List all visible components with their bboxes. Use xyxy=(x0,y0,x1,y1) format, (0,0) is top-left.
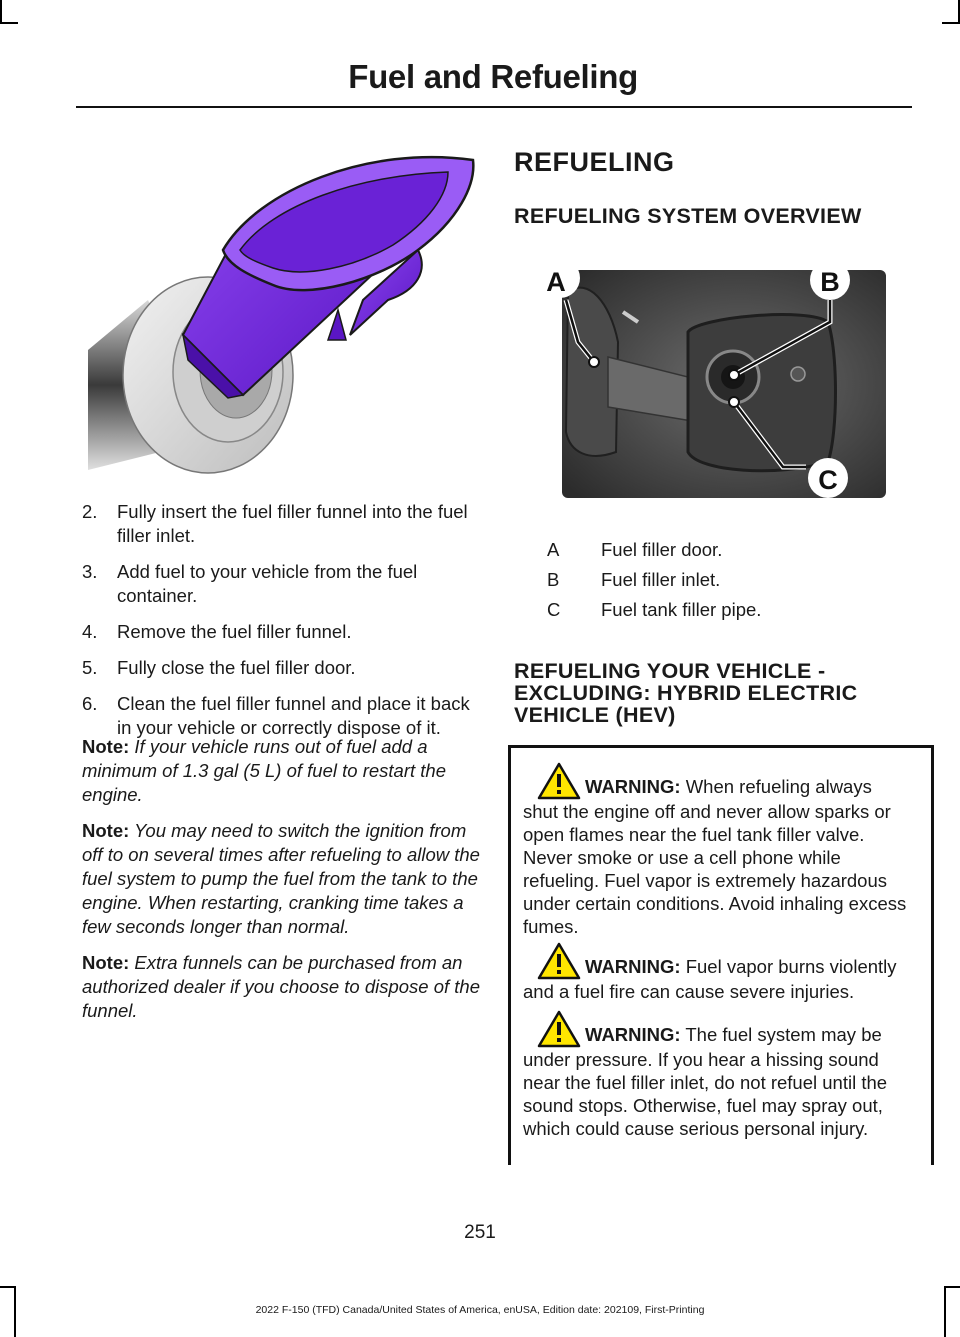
step-text: Remove the fuel filler funnel. xyxy=(117,621,352,642)
legend-row xyxy=(547,538,907,568)
notes-block xyxy=(82,735,480,1035)
note xyxy=(82,951,480,1023)
note-text: If your vehicle runs out of fuel add a minimum of 1.3 gal (5 L) of fuel to restart the engine. xyxy=(82,736,446,805)
warning-label: WARNING: xyxy=(585,1024,681,1045)
callout-a xyxy=(536,258,588,302)
fuel-filler-funnel-illustration xyxy=(88,150,478,480)
warning-item xyxy=(523,762,909,938)
refueling-vehicle-heading: REFUELING YOUR VEHICLE - EXCLUDING: HYBRID ELECTRIC VEHICLE (HEV) xyxy=(514,659,858,727)
crop-mark xyxy=(944,1286,960,1288)
step-number: 2. xyxy=(82,501,98,522)
crop-mark xyxy=(0,1286,16,1288)
warning-text: When refueling always shut the engine off and never allow sparks or open flames near the fuel tank filler valve. Never smoke or use a cell phone while refueling. Fuel vapor is extremely hazardous under certain conditions. Avoid inhaling excess fumes. xyxy=(523,776,907,937)
note-label: Note: xyxy=(82,736,130,757)
step-text: Add fuel to your vehicle from the fuel container. xyxy=(117,561,418,606)
legend-row xyxy=(547,568,907,598)
warning-item xyxy=(523,1010,909,1140)
step-number: 6. xyxy=(82,693,98,714)
legend-text: Fuel filler door. xyxy=(601,539,723,560)
step-text: Clean the fuel filler funnel and place it back in your vehicle or correctly dispose of it. xyxy=(117,693,470,738)
note xyxy=(82,819,480,939)
step-number: 4. xyxy=(82,621,98,642)
step-number: 5. xyxy=(82,657,98,678)
warning-text: Fuel vapor burns violently and a fuel fire can cause severe injuries. xyxy=(523,956,897,1002)
page-number: 251 xyxy=(464,1222,496,1243)
crop-mark xyxy=(0,0,2,22)
photo-legend xyxy=(547,538,907,628)
step-number: 3. xyxy=(82,561,98,582)
step-item xyxy=(82,620,480,644)
step-text: Fully close the fuel filler door. xyxy=(117,657,356,678)
warning-triangle-icon xyxy=(537,1010,581,1048)
note-label: Note: xyxy=(82,952,130,973)
legend-key: A xyxy=(547,539,560,560)
note xyxy=(82,735,480,807)
warning-triangle-icon xyxy=(537,942,581,980)
section-subtitle: REFUELING SYSTEM OVERVIEW xyxy=(514,204,862,228)
legend-key: B xyxy=(547,569,560,590)
page-footer: 2022 F-150 (TFD) Canada/United States of America, enUSA, Edition date: 202109, First-Printing xyxy=(255,1304,705,1316)
warning-text: The fuel system may be under pressure. If you hear a hissing sound near the fuel filler inlet, do not refuel until the sound stops. Otherwise, fuel may spray out, which could cause serious personal injury. xyxy=(523,1024,888,1139)
callout-b-label: B xyxy=(820,267,840,297)
note-text: You may need to switch the ignition from off to on several times after refueling to allow the fuel system to pump the fuel from the tank to the engine. When restarting, cranking time takes a few seconds longer than normal. xyxy=(82,820,480,937)
crop-mark xyxy=(0,22,18,24)
warning-box xyxy=(508,745,934,1165)
legend-text: Fuel tank filler pipe. xyxy=(601,599,762,620)
legend-row xyxy=(547,598,907,628)
callout-c xyxy=(804,456,852,500)
legend-text: Fuel filler inlet. xyxy=(601,569,721,590)
legend-key: C xyxy=(547,599,561,620)
step-item xyxy=(82,560,480,608)
step-item xyxy=(82,656,480,680)
warning-triangle-icon xyxy=(537,762,581,800)
header-rule xyxy=(76,106,912,108)
page-header-title: Fuel and Refueling xyxy=(348,58,638,95)
step-item xyxy=(82,692,480,740)
callout-a-label: A xyxy=(546,267,566,297)
callout-b xyxy=(806,258,854,302)
warning-item xyxy=(523,942,909,1003)
note-label: Note: xyxy=(82,820,130,841)
warning-label: WARNING: xyxy=(585,956,681,977)
step-text: Fully insert the fuel filler funnel into the fuel filler inlet. xyxy=(117,501,468,546)
step-item xyxy=(82,500,480,548)
warning-label: WARNING: xyxy=(585,776,681,797)
note-text: Extra funnels can be purchased from an authorized dealer if you choose to dispose of the funnel. xyxy=(82,952,481,1021)
refuel-steps-list xyxy=(82,500,480,752)
crop-mark xyxy=(942,22,960,24)
callout-c-label: C xyxy=(818,465,838,495)
section-title: REFUELING xyxy=(514,147,675,177)
